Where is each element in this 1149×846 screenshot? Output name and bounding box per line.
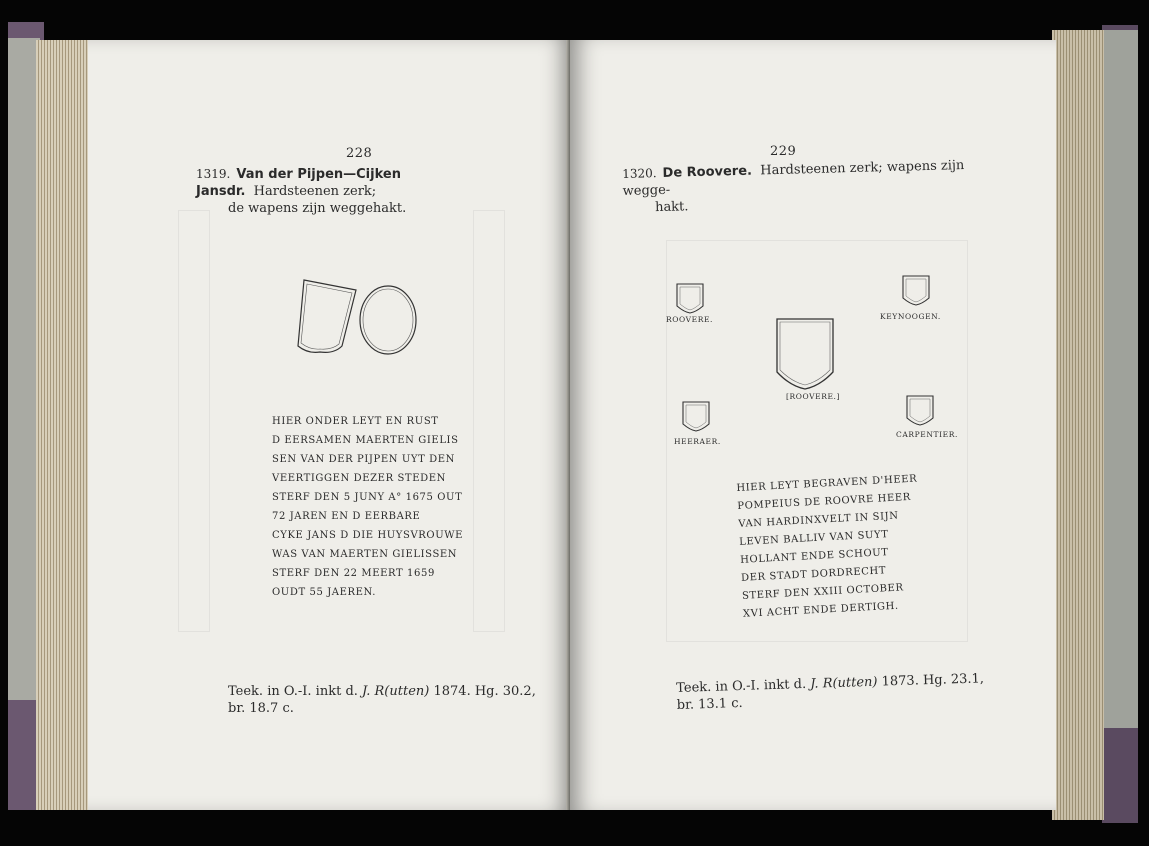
caption-text: Teek. in O.-I. inkt d. xyxy=(676,676,807,696)
page-edges-left xyxy=(36,40,90,810)
shield-label: [ROOVERE.] xyxy=(786,392,841,401)
inscription-line: XVI ACHT ENDE DERTIGH. xyxy=(742,600,899,620)
oval-shield-icon xyxy=(358,284,428,364)
caption-text: 1873. Hg. 23.1, xyxy=(881,671,985,690)
shield-icon xyxy=(900,274,932,308)
cover-corner xyxy=(1102,728,1138,823)
inscription-line: OUDT 55 JAEREN. xyxy=(272,587,377,598)
shield-icon xyxy=(680,400,712,434)
inscription-line: HOLLANT ENDE SCHOUT xyxy=(739,547,889,566)
show-through xyxy=(473,210,505,632)
caption-text: br. 13.1 c. xyxy=(676,695,743,713)
entry-number: 1319. xyxy=(196,167,231,181)
tombstone-inscription xyxy=(272,412,463,602)
entry-heading xyxy=(622,157,983,217)
entry-text: hakt. xyxy=(654,199,689,216)
shield-label: ROOVERE. xyxy=(666,315,714,324)
entry-text: Hardsteenen zerk; wapens zijn wegge- xyxy=(622,158,965,199)
entry-title: Van der Pijpen—Cijken Jansdr. xyxy=(196,167,401,199)
inscription-line: CYKE JANS D DIE HUYSVROUWE xyxy=(272,530,464,541)
inscription-line: HIER ONDER LEYT EN RUST xyxy=(272,416,439,427)
caption-text: br. 18.7 c. xyxy=(228,701,294,716)
right-page xyxy=(570,40,1056,810)
inscription-line: LEVEN BALLIV VAN SUYT xyxy=(738,529,889,548)
page-number: 228 xyxy=(346,146,373,161)
tombstone-inscription xyxy=(736,471,924,624)
inscription-line: VAN HARDINXVELT IN SIJN xyxy=(738,510,899,530)
left-page xyxy=(88,40,572,810)
inscription-line: STERF DEN 5 JUNY A° 1675 OUT xyxy=(272,492,463,503)
shield-label: KEYNOOGEN. xyxy=(880,312,941,321)
inscription-line: 72 JAREN EN D EERBARE xyxy=(272,511,421,522)
caption-text: 1874. Hg. 30.2, xyxy=(433,684,536,699)
caption-author: J. R(utten) xyxy=(362,684,430,699)
page-edges-right xyxy=(1052,30,1104,820)
inscription-line: HIER LEYT BEGRAVEN D'HEER xyxy=(736,473,918,494)
inscription-line: DER STADT DORDRECHT xyxy=(740,565,887,584)
shield-icon xyxy=(904,394,936,428)
inscription-line: STERF DEN 22 MEERT 1659 xyxy=(272,568,435,579)
entry-text: de wapens zijn weggehakt. xyxy=(228,201,407,216)
inscription-line: D EERSAMEN MAERTEN GIELIS xyxy=(272,435,459,446)
entry-number: 1320. xyxy=(622,166,657,181)
figure-caption xyxy=(676,670,987,714)
entry-text: Hardsteenen zerk; xyxy=(253,184,377,199)
entry-heading xyxy=(196,166,526,217)
inscription-line: WAS VAN MAERTEN GIELISSEN xyxy=(272,549,458,560)
page-number: 229 xyxy=(770,144,797,159)
shield-icon xyxy=(774,316,836,392)
entry-title: De Roovere. xyxy=(662,163,753,181)
inscription-line: VEERTIGGEN DEZER STEDEN xyxy=(272,473,446,484)
inscription-line: STERF DEN XXIII OCTOBER xyxy=(741,582,904,602)
inscription-line: SEN VAN DER PIJPEN UYT DEN xyxy=(272,454,455,465)
shield-label: CARPENTIER. xyxy=(896,430,958,439)
shield-icon xyxy=(674,282,706,316)
caption-author: J. R(utten) xyxy=(810,674,878,692)
book-cover-right xyxy=(1100,30,1138,820)
caption-text: Teek. in O.-I. inkt d. xyxy=(228,684,358,699)
shield-label: HEERAER. xyxy=(674,437,721,446)
show-through xyxy=(178,210,210,632)
figure-caption xyxy=(228,683,538,717)
inscription-line: POMPEIUS DE ROOVRE HEER xyxy=(737,491,912,512)
